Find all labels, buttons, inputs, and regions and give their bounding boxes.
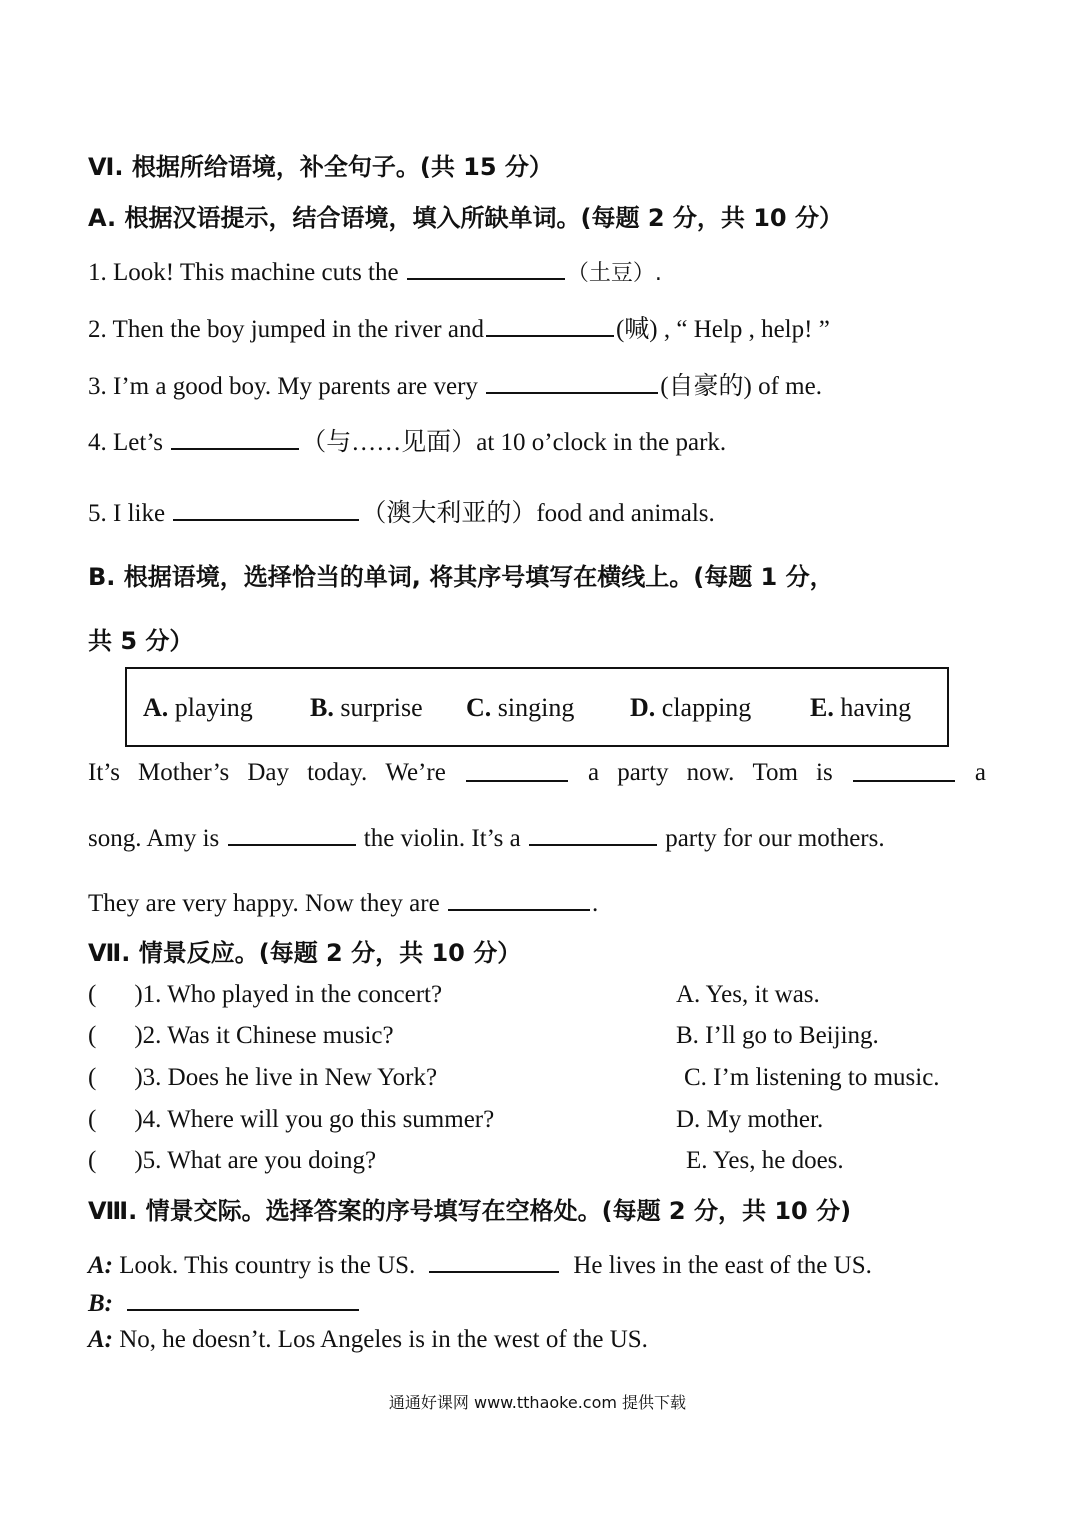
option-b: B. surprise (310, 693, 423, 722)
answer-blank[interactable] (127, 1285, 359, 1311)
question-5 (88, 495, 715, 531)
q7-1: ( )1. Who played in the concert? (88, 981, 443, 1008)
passage-line-2: song. Amy is the violin. It’s a party for our mothers. (88, 820, 885, 856)
option-e: E. having (810, 693, 912, 722)
answer-blank[interactable] (448, 885, 590, 911)
question-2-text: 2. Then the boy jumped in the river and (88, 316, 484, 343)
answer-blank[interactable] (429, 1247, 559, 1273)
answer-blank[interactable] (529, 820, 657, 846)
q7-answer-c: C. I’m listening to music. (684, 1064, 940, 1091)
section-8-title: Ⅷ. 情景交际。选择答案的序号填写在空格处。(每题 2 分，共 10 分) (88, 1197, 852, 1225)
question-5-hint: （澳大利亚的）food and animals. (361, 500, 715, 527)
dialog-line-b1: B: (88, 1285, 361, 1321)
question-4 (88, 424, 726, 460)
question-1 (88, 254, 662, 291)
question-1-text: 1. Look! This machine cuts the (88, 259, 405, 286)
section-6-title: Ⅵ. 根据所给语境，补全句子。(共 15 分） (88, 153, 553, 181)
answer-blank[interactable] (466, 756, 568, 782)
section-7-title: Ⅶ. 情景反应。(每题 2 分，共 10 分） (88, 939, 522, 967)
footer-credit: 通通好课网 www.tthaoke.com 提供下载 (388, 1393, 687, 1412)
q7-4: ( )4. Where will you go this summer? (88, 1106, 495, 1133)
question-2 (88, 311, 830, 347)
passage-line-3: They are very happy. Now they are . (88, 885, 598, 921)
part-b-instruction-line1: B. 根据语境，选择恰当的单词, 将其序号填写在横线上。(每题 1 分， (88, 563, 834, 591)
question-4-text: 4. Let’s (88, 429, 170, 456)
question-1-hint: （土豆）. (566, 261, 662, 286)
answer-blank[interactable] (173, 495, 359, 521)
q7-answer-b: B. I’ll go to Beijing. (676, 1022, 879, 1049)
answer-blank[interactable] (228, 820, 356, 846)
q7-answer-e: E. Yes, he does. (686, 1147, 844, 1174)
passage-line-1: It’s Mother’s Day today. We’re a party now. Tom is a (88, 756, 986, 790)
dialog-line-a2: A: No, he doesn’t. Los Angeles is in the west of the US. (88, 1326, 648, 1353)
dialog-line-a1: A: Look. This country is the US. He lives in the east of the US. (88, 1247, 872, 1283)
question-3-hint: (自豪的) of me. (660, 373, 822, 400)
word-bank-box (125, 667, 949, 747)
option-d: D. clapping (630, 693, 752, 722)
part-a-instruction: A. 根据汉语提示，结合语境，填入所缺单词。(每题 2 分，共 10 分） (88, 204, 843, 232)
question-3-text: 3. I’m a good boy. My parents are very (88, 373, 485, 400)
question-4-hint: （与……见面）at 10 o’clock in the park. (301, 429, 727, 456)
option-c: C. singing (466, 693, 575, 722)
answer-blank[interactable] (171, 424, 299, 450)
q7-2: ( )2. Was it Chinese music? (88, 1022, 394, 1049)
answer-blank[interactable] (486, 368, 658, 394)
q7-5: ( )5. What are you doing? (88, 1147, 377, 1174)
question-2-hint: (喊) , “ Help , help! ” (615, 316, 830, 343)
answer-blank[interactable] (407, 254, 565, 280)
answer-blank[interactable] (486, 311, 614, 337)
question-3 (88, 368, 822, 404)
part-b-instruction-line2: 共 5 分） (88, 627, 194, 655)
q7-answer-d: D. My mother. (676, 1106, 824, 1133)
q7-answer-a: A. Yes, it was. (676, 981, 820, 1008)
question-5-text: 5. I like (88, 500, 172, 527)
answer-blank[interactable] (853, 756, 955, 782)
q7-3: ( )3. Does he live in New York? (88, 1064, 438, 1091)
option-a: A. playing (143, 693, 253, 722)
